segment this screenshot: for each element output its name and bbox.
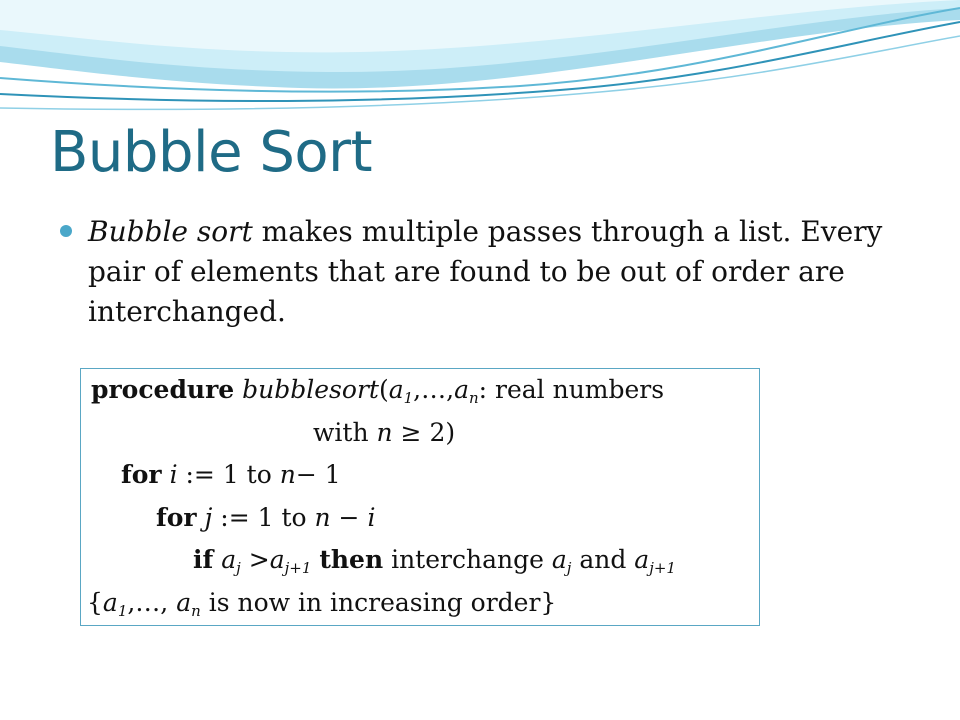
bullet-body: makes multiple passes through a list. Every pair of elements that are found to be out of order are interchanged.: [88, 215, 883, 328]
pseudocode-box: [80, 368, 760, 626]
pseudocode-line-5: if $a_j >a_{j+1}$ then interchange $a_j$ and $a_{j+1}$: [193, 545, 676, 577]
header-wave-decoration: [0, 0, 960, 120]
bullet-text: [88, 212, 918, 332]
bullet-term: Bubble sort: [88, 215, 253, 248]
pseudocode-line-4: for j := 1 to n − i: [156, 503, 376, 532]
bullet-dot-icon: [60, 225, 72, 237]
pseudocode-line-2: with n ≥ 2): [313, 418, 456, 447]
pseudocode-line-3: for i := 1 to n− 1: [121, 460, 341, 489]
pseudocode-line-1: procedure $bubblesort(a_1,\dots,a_n$: real numbers: [91, 375, 665, 407]
slide-title: Bubble Sort: [50, 120, 373, 185]
pseudocode-line-6: {$a_1,\dots$, $a_n$ is now in increasing order}: [87, 588, 557, 620]
